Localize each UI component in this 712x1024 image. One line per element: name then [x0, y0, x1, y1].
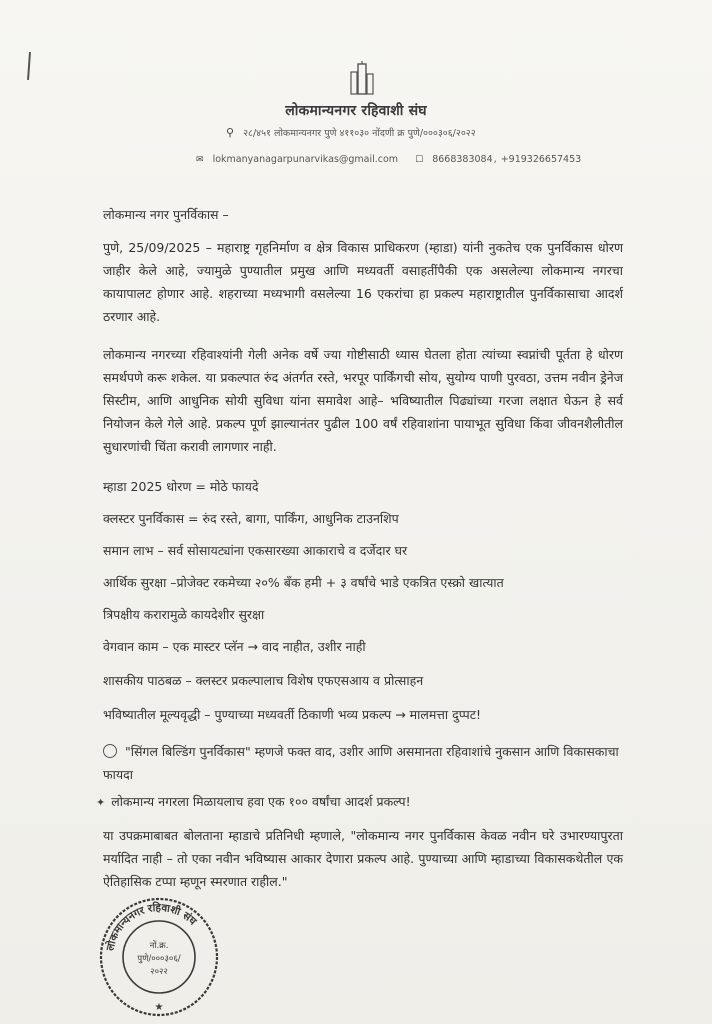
paragraph-1: पुणे, 25/09/2025 – महाराष्ट्र गृहनिर्माण व क्षेत्र विकास प्राधिकरण (म्हाडा) यांनी नुकतेच एक पुनर्विकास धोरण जाहीर केले आहे, ज्यामुळे पुण्यातील प्रमुख आणि मध्यवर्ती वसाहतींपैकी एक असलेल्या लोकमान्य नगरचा कायापालट होणार आहे. शहराच्या मध्यभागी वसलेल्या 16 एकरांचा हा प्रकल्प महाराष्ट्रातील पुनर्विकासाचा आदर्श ठरणार आहे.: [103, 240, 623, 324]
circle-bullet-icon: [103, 744, 117, 758]
benefit-item: त्रिपक्षीय करारामुळे कायदेशीर सुरक्षा: [103, 607, 265, 622]
benefits-title: म्हाडा 2025 धोरण = मोठे फायदे: [103, 479, 259, 494]
subject-heading: लोकमान्य नगर पुनर्विकास –: [103, 207, 229, 222]
benefit-item: समान लाभ – सर्व सोसायट्यांना एकसारख्या आकाराचे व दर्जेदार घर: [103, 543, 408, 558]
phone-1-text: 8668383084: [432, 154, 493, 165]
address-line: [226, 126, 476, 139]
organization-name: लोकमान्यनगर रहिवाशी संघ: [285, 103, 427, 119]
margin-pen-mark: [27, 52, 31, 80]
benefit-item: शासकीय पाठबळ – क्लस्टर प्रकल्पालाच विशेष एफएसआय व प्रोत्साहन: [103, 673, 424, 688]
address-text: २८/४५१ लोकमान्यनगर पुणे ४११०३० नोंदणी क्र पुणे/०००३०६/२०२२: [243, 128, 476, 139]
building-logo-icon: [348, 60, 376, 96]
single-building-note: [103, 740, 623, 786]
phone-2-text: +919326657453: [500, 154, 582, 165]
sparkle-icon: ✦: [96, 796, 106, 809]
star-icon: ★: [154, 1002, 164, 1013]
stamp-outer-text: लोकमान्यनगर रहिवाशी संघ: [104, 901, 199, 952]
paragraph-2: लोकमान्य नगरच्या रहिवाश्यांनी गेली अनेक वर्षे ज्या गोष्टीसाठी ध्यास घेतला होता त्यांच्या स्वप्नांची पूर्तता हे धोरण समर्थपणे करू शकेल. या प्रकल्पात रुंद अंतर्गत रस्ते, भरपूर पार्किंगची सोय, सुयोग्य पाणी पुरवठा, उत्तम नवीन ड्रेनेज सिस्टीम, आणि आधुनिक सोयी सुविधा यांना समावेश आहे– भविष्यातील पिढ्यांच्या गरजा लक्षात घेऊन हे सर्व नियोजन केले गेले आहे. प्रकल्प पूर्ण झाल्यानंतर पुढील 100 वर्षं रहिवाशांना पायाभूत सुविधा किंवा जीवनशैलीतील सुधारणांची चिंता करावी लागणार नाही.: [103, 347, 623, 454]
single-building-note-text: "सिंगल बिल्डिंग पुनर्विकास" म्हणजे फक्त वाद, उशीर आणि असमानता रहिवाशांचे नुकसान आणि विकासकाचा फायदा: [103, 744, 619, 782]
location-pin-icon: ⚲: [226, 126, 235, 139]
stamp-inner-line-1: नों.क्र.: [149, 941, 169, 951]
organization-stamp: [96, 894, 222, 1020]
benefit-item: वेगवान काम – एक मास्टर प्लॅन → वाद नाहीत, उशीर नाही: [103, 639, 366, 654]
phone-icon: ☐: [415, 155, 424, 165]
closing-paragraph: या उपक्रमाबाबत बोलताना म्हाडाचे प्रतिनिधी म्हणाले, "लोकमान्य नगर पुनर्विकास केवळ नवीन घरे उभारण्यापुरता मर्यादित नाही – तो एका नवीन भविष्यास आकार देणारा प्रकल्प आहे. पुण्याच्या आणि म्हाडाच्या विकासकथेतील एक ऐतिहासिक टप्पा म्हणून स्मरणात राहील.": [103, 828, 623, 889]
benefit-item: भविष्यातील मूल्यवृद्धी – पुण्याच्या मध्यवर्ती ठिकाणी भव्य प्रकल्प → मालमत्ता दुप्पट!: [103, 707, 482, 722]
contact-line: ✉ lokmanyanagarpunarvikas@gmail.com ☐ 8668383084, +919326657453: [196, 154, 582, 165]
claim-text: लोकमान्य नगरला मिळायलाच हवा एक १०० वर्षांचा आदर्श प्रकल्प!: [111, 794, 411, 809]
benefit-item: आर्थिक सुरक्षा –प्रोजेक्ट रकमेच्या २०% बँक हमी + ३ वर्षांचे भाडे एकत्रित एस्क्रो खात्यात: [103, 575, 504, 590]
stamp-inner-line-3: २०२२: [150, 967, 168, 977]
email-text: lokmanyanagarpunarvikas@gmail.com: [212, 154, 399, 165]
mail-icon: ✉: [196, 155, 204, 165]
claim-line: [96, 793, 411, 810]
benefit-item: क्लस्टर पुनर्विकास = रुंद रस्ते, बागा, पार्किंग, आधुनिक टाउनशिप: [103, 511, 399, 526]
stamp-inner-line-2: पुणे/०००३०६/: [137, 954, 181, 964]
